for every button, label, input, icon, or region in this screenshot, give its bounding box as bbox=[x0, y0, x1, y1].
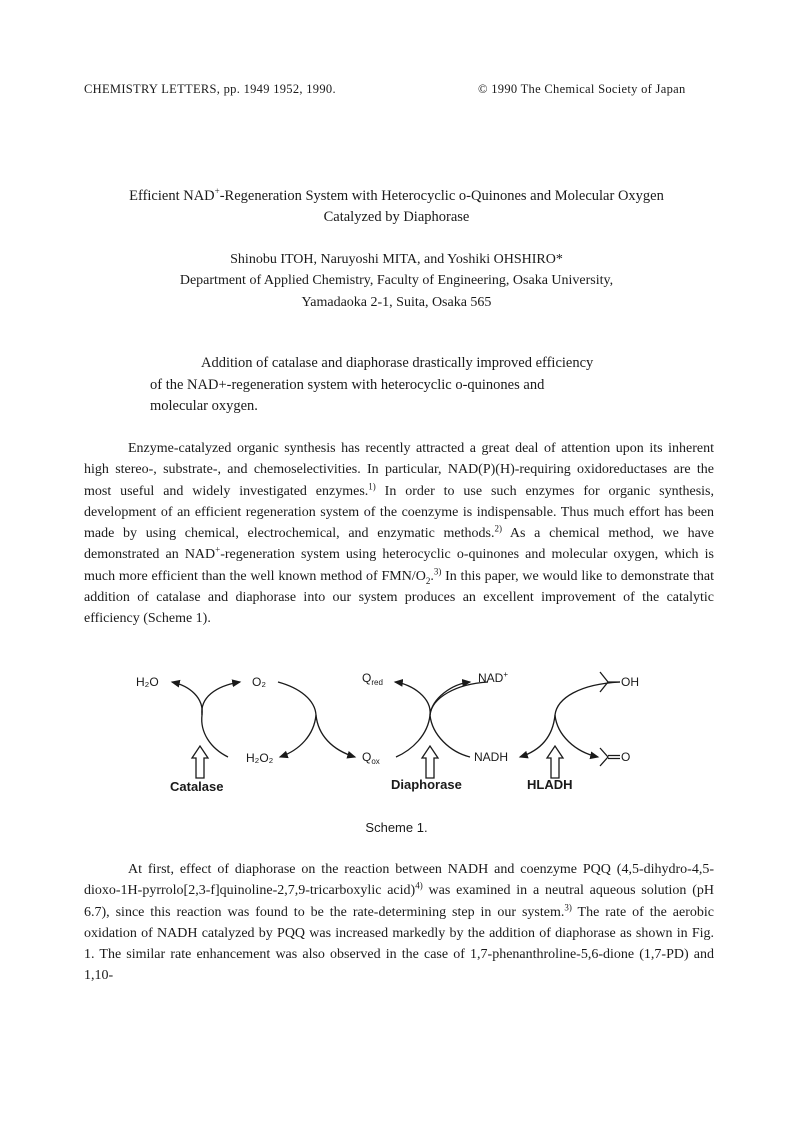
scheme-caption: Scheme 1. bbox=[365, 820, 428, 835]
affiliation-line-2: Yamadaoka 2-1, Suita, Osaka 565 bbox=[301, 295, 492, 310]
author-list: Shinobu ITOH, Naruyoshi MITA, and Yoshiki OHSHIRO* bbox=[230, 252, 563, 267]
reference-3: 3) bbox=[433, 566, 442, 577]
paragraph-1: Enzyme-catalyzed organic synthesis has recently attracted a great deal of attention upon its inherent high stereo-, substrate-, and chemoselectivities. In particular, NAD(P)(H)-requiring oxidoreductases are the most useful and widely investigated enzymes.$^{1)}$ In order to use such enzymes for organic synthesis, development of an efficient regeneration system of the coenzyme is indispensable. Thus much effort has been made by using chemical, electrochemical, and enzymatic methods.$^{2)}$ As a chemical method, we have demonstrated an NAD+-regeneration system using heterocyclic o-quinones and molecular oxygen, which is much more efficient than the well known method of FMN/$O_2.^{3)}$ In this paper, we would like to demonstrate that addition of catalase and diaphorase into our system produces an excellent improvement of the catalytic efficiency (Scheme 1). bbox=[84, 441, 714, 627]
nadh-label: NADH bbox=[474, 750, 509, 764]
abstract-line-2: of the NAD+-regeneration system with heterocyclic o-quinones and bbox=[150, 376, 545, 393]
results-paragraph bbox=[84, 859, 714, 987]
ketone-structure-icon bbox=[600, 748, 620, 766]
arrow-to-ketone bbox=[555, 715, 598, 757]
diaphorase-label: Diaphorase bbox=[391, 777, 462, 792]
alcohol-oh-label: OH bbox=[621, 675, 639, 689]
catalase-label: Catalase bbox=[170, 779, 224, 794]
arrow-to-nadplus bbox=[430, 682, 470, 757]
arrow-nad-to-qox bbox=[396, 682, 488, 757]
h2o2-label: H₂O₂ bbox=[246, 751, 274, 765]
paragraph-2: At first, effect of diaphorase on the reaction between NADH and coenzyme PQQ (4,5-dihydro-4,5-dioxo-1H-pyrrolo[2,3-f]quinoline-2,7,9-tricarboxylic acid)$^{4)}$ was examined in a neutral aqueous solution (pH 6.7), since this reaction was found to be the rate-determining step in our system.$^{3)}$ The rate of the aerobic oxidation of NADH catalyzed by PQQ was increased markedly by the addition of diaphorase as shown in Fig. 1. The similar rate enhancement was also observed in the case of 1,7-phenanthroline-5,6-dione (1,7-PD) and 1,10- bbox=[84, 862, 714, 984]
hladh-arrow-icon bbox=[547, 746, 563, 778]
intro-paragraph bbox=[84, 438, 714, 630]
affiliation-line-1: Department of Applied Chemistry, Faculty of Engineering, Osaka University, bbox=[179, 273, 614, 288]
reference-4: 4) bbox=[415, 880, 423, 891]
title-line-1: Efficient NAD+-Regeneration System with Heterocyclic o-Quinones and Molecular Oxygen bbox=[129, 186, 664, 204]
o2-label: O₂ bbox=[252, 675, 266, 689]
abstract-line-3: molecular oxygen. bbox=[150, 398, 258, 414]
copyright-header: © 1990 The Chemical Society of Japan bbox=[478, 82, 686, 96]
catalase-arrow-icon bbox=[192, 746, 208, 778]
title-line-2: Catalyzed by Diaphorase bbox=[323, 209, 470, 225]
diaphorase-arrow-icon bbox=[422, 746, 438, 778]
arrow-to-h2o2 bbox=[280, 715, 316, 757]
arrow-to-o2 bbox=[202, 682, 240, 715]
qred-label: $Q_{red}$ bbox=[362, 671, 383, 687]
reference-1: 1) bbox=[368, 480, 376, 491]
nadplus-label: NAD+ bbox=[478, 670, 509, 685]
paper-title bbox=[60, 186, 733, 228]
arrow-to-nadh bbox=[520, 682, 620, 757]
scheme-1-diagram bbox=[100, 660, 700, 800]
arrow-to-qred bbox=[395, 682, 430, 715]
reference-3b: 3) bbox=[564, 901, 572, 912]
hladh-label: HLADH bbox=[527, 777, 573, 792]
h2o-label: H₂O bbox=[136, 675, 159, 689]
abstract bbox=[150, 353, 650, 418]
qox-label: $Q_{ox}$ bbox=[362, 750, 380, 766]
abstract-line-1: Addition of catalase and diaphorase drastically improved efficiency bbox=[201, 355, 594, 371]
reference-2: 2) bbox=[494, 523, 502, 534]
alcohol-structure-icon bbox=[600, 672, 620, 692]
arrow-o2-to-qox bbox=[278, 682, 355, 757]
ketone-o-label: O bbox=[621, 750, 631, 764]
journal-header: CHEMISTRY LETTERS, pp. 1949 1952, 1990. bbox=[84, 82, 336, 96]
